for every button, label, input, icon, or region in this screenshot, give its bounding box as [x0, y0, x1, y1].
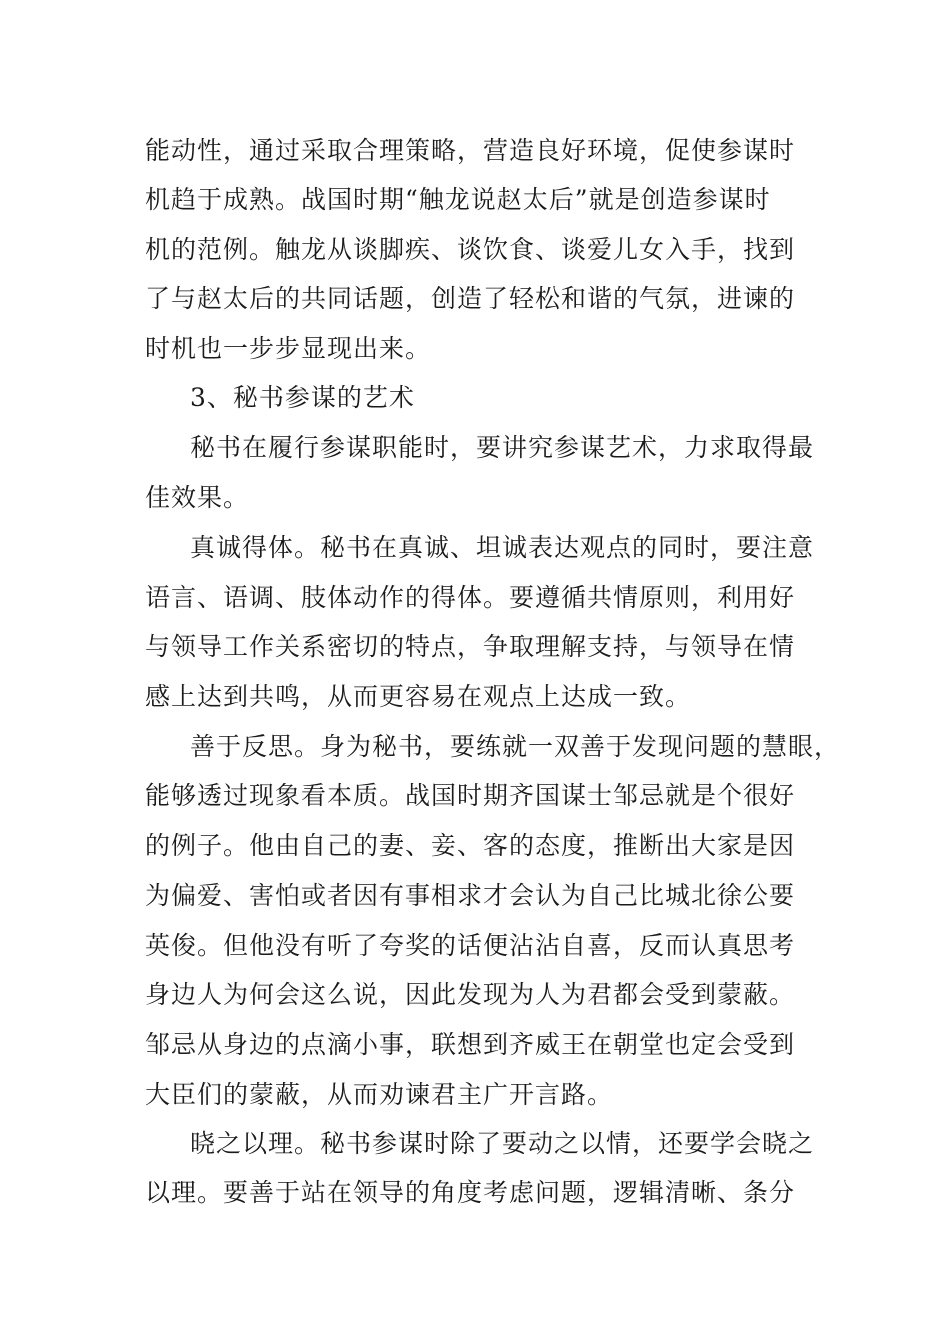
text-line: 佳效果。	[145, 483, 250, 512]
text-line: 秘书在履行参谋职能时，要讲究参谋艺术，力求取得最	[190, 433, 815, 462]
text-line: 机趋于成熟。战国时期“触龙说赵太后”就是创造参谋时	[145, 185, 771, 214]
text-line: 善于反思。身为秘书，要练就一双善于发现问题的慧眼，	[190, 732, 841, 761]
text-line: 的例子。他由自己的妻、妾、客的态度，推断出大家是因	[145, 831, 796, 860]
text-line: 机的范例。触龙从谈脚疾、谈饮食、谈爱儿女入手，找到	[145, 235, 796, 264]
text-line: 感上达到共鸣，从而更容易在观点上达成一致。	[145, 682, 692, 711]
text-line: 真诚得体。秘书在真诚、坦诚表达观点的同时，要注意	[190, 533, 815, 562]
text-line: 以理。要善于站在领导的角度考虑问题，逻辑清晰、条分	[145, 1178, 796, 1207]
text-line: 能动性，通过采取合理策略，营造良好环境，促使参谋时	[145, 136, 796, 165]
section-heading: 3、秘书参谋的艺术	[190, 383, 415, 412]
text-line: 晓之以理。秘书参谋时除了要动之以情，还要学会晓之	[190, 1129, 815, 1158]
text-line: 语言、语调、肢体动作的得体。要遵循共情原则，利用好	[145, 583, 796, 612]
text-line: 时机也一步步显现出来。	[145, 334, 432, 363]
text-line: 邹忌从身边的点滴小事，联想到齐威王在朝堂也定会受到	[145, 1030, 796, 1059]
text-line: 英俊。但他没有听了夸奖的话便沾沾自喜，反而认真思考	[145, 931, 796, 960]
text-line: 身边人为何会这么说，因此发现为人为君都会受到蒙蔽。	[145, 980, 796, 1009]
text-line: 大臣们的蒙蔽，从而劝谏君主广开言路。	[145, 1080, 614, 1109]
text-line: 为偏爱、害怕或者因有事相求才会认为自己比城北徐公要	[145, 881, 796, 910]
text-line: 了与赵太后的共同话题，创造了轻松和谐的气氛，进谏的	[145, 284, 796, 313]
text-line: 能够透过现象看本质。战国时期齐国谋士邹忌就是个很好	[145, 781, 796, 810]
text-line: 与领导工作关系密切的特点，争取理解支持，与领导在情	[145, 632, 796, 661]
